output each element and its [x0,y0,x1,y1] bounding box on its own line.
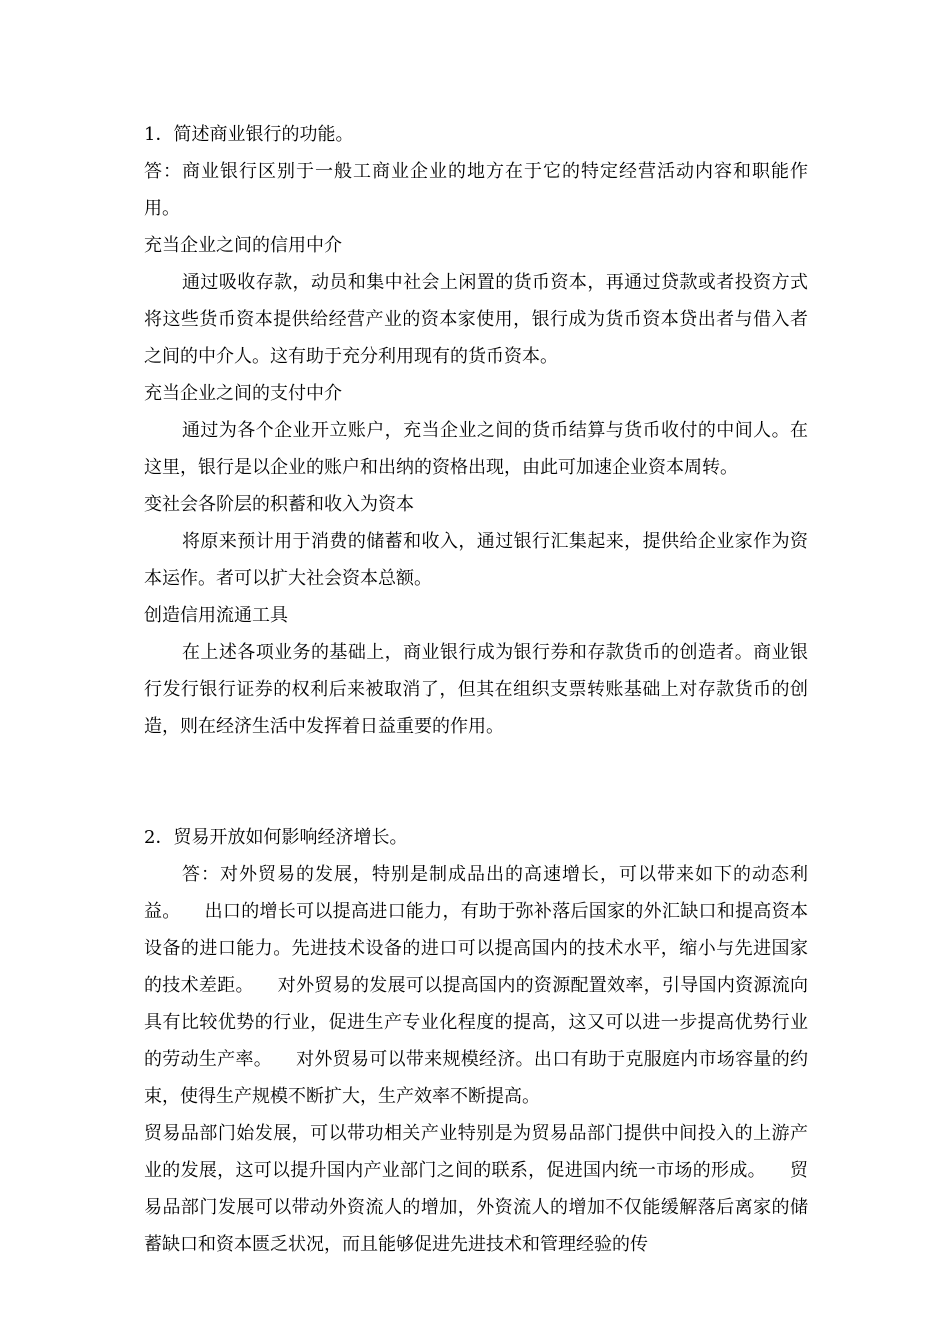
section-heading-savings-to-capital: 变社会各阶层的积蓄和收入为资本 [144,494,414,515]
section-heading-credit-instruments: 创造信用流通工具 [144,605,288,626]
paragraph-gap [144,782,808,819]
paragraph-gap [144,745,808,782]
question-1-title: 1．简述商业银行的功能。 [144,124,354,145]
document-body [144,116,808,1263]
section-body-credit-instruments: 在上述各项业务的基础上，商业银行成为银行券和存款货币的创造者。商业银行发行银行证券的权利后来被取消了，但其在组织支票转账基础上对存款货币的创造，则在经济生活中发挥着日益重要的作用。 [144,642,808,737]
question-2-answer-paragraph-1: 答：对外贸易的发展，特别是制成品出的高速增长，可以带来如下的动态利益。 出口的增长可以提高进口能力，有助于弥补落后国家的外汇缺口和提高资本设备的进口能力。先进技术设备的进口可以提高国内的技术水平，缩小与先进国家的技术差距。 对外贸易的发展可以提高国内的资源配置效率，引导国内资源流向具有比较优势的行业，促进生产专业化程度的提高，这又可以进一步提高优势行业的劳动生产率。 对外贸易可以带来规模经济。出口有助于克服庭内市场容量的约束，使得生产规模不断扩大，生产效率不断提高。 [144,864,808,1107]
section-body-payment-intermediary: 通过为各个企业开立账户，充当企业之间的货币结算与货币收付的中间人。在这里，银行是以企业的账户和出纳的资格出现，由此可加速企业资本周转。 [144,420,808,478]
section-body-savings-to-capital: 将原来预计用于消费的储蓄和收入，通过银行汇集起来，提供给企业家作为资本运作。者可以扩大社会资本总额。 [144,531,808,589]
question-2-title: 2．贸易开放如何影响经济增长。 [144,827,408,848]
section-heading-payment-intermediary: 充当企业之间的支付中介 [144,383,342,404]
question-1-answer-intro: 答：商业银行区别于一般工商业企业的地方在于它的特定经营活动内容和职能作用。 [144,161,808,219]
section-body-credit-intermediary: 通过吸收存款，动员和集中社会上闲置的货币资本，再通过贷款或者投资方式将这些货币资本提供给经营产业的资本家使用，银行成为货币资本贷出者与借入者之间的中介人。这有助于充分利用现有的货币资本。 [144,272,808,367]
question-2-answer-paragraph-2: 贸易品部门始发展，可以带功相关产业特别是为贸易品部门提供中间投入的上游产业的发展，这可以提升国内产业部门之间的联系，促进国内统一市场的形成。 贸易品部门发展可以带动外资流人的增加，外资流人的增加不仅能缓解落后离家的储蓄缺口和资本匮乏状况，而且能够促进先进技术和管理经验的传 [144,1123,808,1255]
section-heading-credit-intermediary: 充当企业之间的信用中介 [144,235,342,256]
